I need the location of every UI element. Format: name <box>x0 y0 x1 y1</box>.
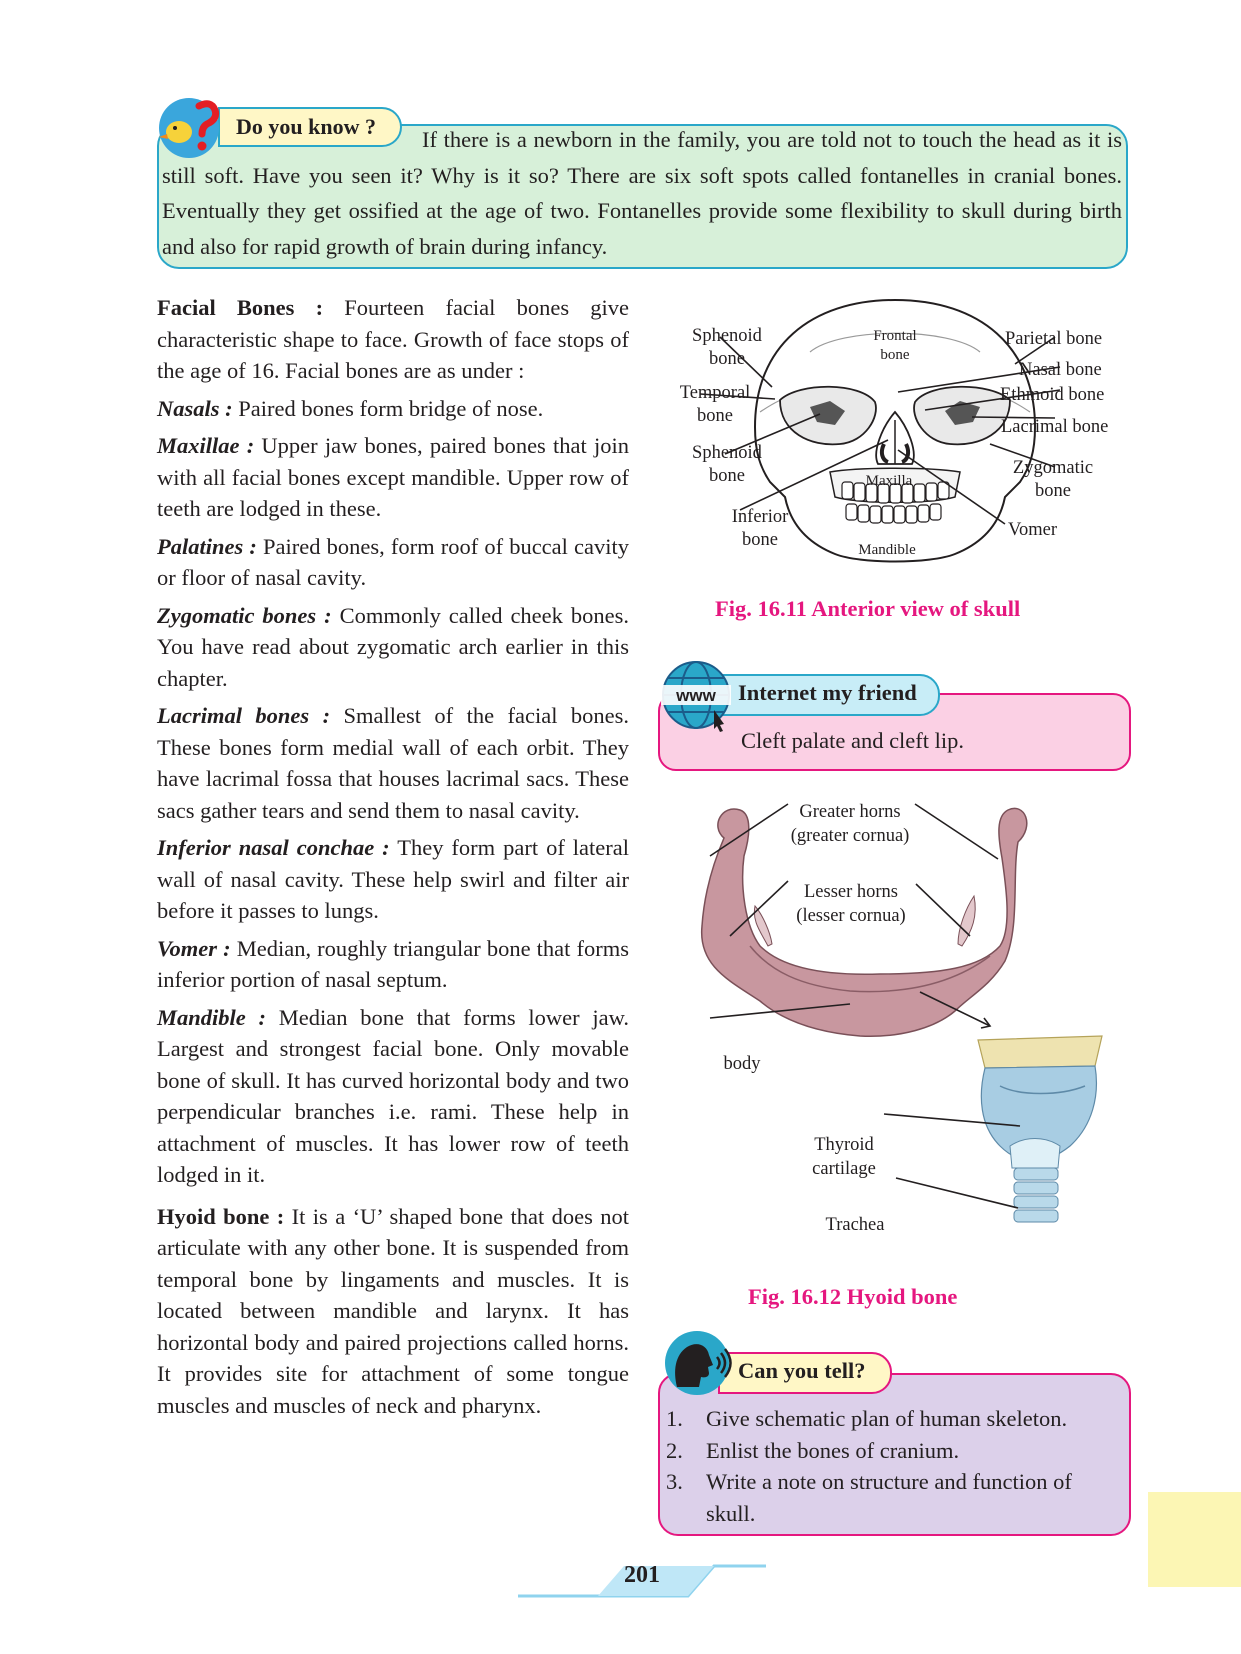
label-sphenoid-low-2: bone <box>709 466 745 486</box>
label-mandible: Mandible <box>858 542 916 558</box>
para-palatines: Palatines : Paired bones, form roof of buccal cavity or floor of nasal cavity. <box>157 533 629 590</box>
can-you-tell-label: Can you tell? <box>738 1358 866 1383</box>
label-sphenoid-low-1: Sphenoid <box>692 443 762 463</box>
do-you-know-label: Do you know ? <box>236 114 376 139</box>
label-lesser-horns-2: (lesser cornua) <box>796 906 906 926</box>
label-inferior-1: Inferior <box>731 507 789 527</box>
list-item: 1. Give schematic plan of human skeleton. <box>666 1406 1068 1431</box>
list-item: 3. Write a note on structure and function of skull. <box>666 1469 1072 1526</box>
label-greater-horns-2: (greater cornua) <box>790 826 910 846</box>
figure-caption-hyoid: Fig. 16.12 Hyoid bone <box>748 1284 958 1309</box>
globe-icon <box>659 658 733 732</box>
para-lacrimal: Lacrimal bones : Smallest of the facial bones. These bones form medial wall of each orbit. They have lacrimal fossa that houses lacrimal sacs. These sacs gather tears and send them to nasal cavity. <box>157 703 629 823</box>
label-nasal: Nasal bone <box>1019 360 1102 380</box>
list-item: 2. Enlist the bones of cranium. <box>666 1437 960 1463</box>
speaking-head-icon <box>663 1327 735 1399</box>
left-column <box>157 292 629 1427</box>
figure-caption-skull: Fig. 16.11 Anterior view of skull <box>715 596 1021 621</box>
para-facial-bones: Facial Bones : Fourteen facial bones give characteristic shape to face. Growth of face stops of the age of 16. Facial bones are as under : <box>157 295 629 383</box>
larynx <box>978 1036 1102 1222</box>
label-lacrimal: Lacrimal bone <box>1001 417 1109 437</box>
do-you-know-text: If there is a newborn in the family, you are told not to touch the head as it is still soft. Have you seen it? Why is it so? There are six soft spots called fontanelles in cranial bones. Eventually they get ossified at the age of two. Fontanelles provide some flexibility to skull during birth and also for rapid growth of brain during infancy. <box>162 127 1122 259</box>
para-mandible: Mandible : Median bone that forms lower jaw. Largest and strongest facial bone. Only movable bone of skull. It has curved horizontal body and two perpendicular branches i.e. rami. These help in attachment of muscles. It has lower row of teeth lodged in it. <box>157 1004 629 1187</box>
label-vomer: Vomer <box>1008 520 1057 540</box>
skull-figure <box>660 292 1130 582</box>
label-temporal-1: Temporal <box>679 383 751 403</box>
para-nasals: Nasals : Paired bones form bridge of nose. <box>157 395 544 421</box>
svg-text:www: www <box>676 686 716 705</box>
label-inferior-2: bone <box>742 530 778 550</box>
label-frontal-1: Frontal <box>873 328 917 344</box>
label-thyroid-1: Thyroid <box>814 1135 874 1155</box>
label-greater-horns-1: Greater horns <box>799 802 901 822</box>
label-trachea: Trachea <box>825 1215 885 1235</box>
label-thyroid-2: cartilage <box>812 1159 876 1179</box>
label-zygomatic-2: bone <box>1035 481 1071 501</box>
internet-label: Internet my friend <box>738 680 917 705</box>
label-sphenoid-top-1: Sphenoid <box>692 326 762 346</box>
label-temporal-2: bone <box>697 406 733 426</box>
label-maxilla: Maxilla <box>865 473 913 489</box>
label-body: body <box>723 1054 761 1074</box>
hyoid-figure <box>700 796 1140 1276</box>
para-hyoid: Hyoid bone : It is a ‘U’ shaped bone that does not articulate with any other bone. It is suspended from temporal bone by lingaments and muscles. It is located between mandible and larynx. It has horizontal body and paired projections called horns. It provides site for attachment of some tongue muscles and muscles of neck and pharynx. <box>157 1203 629 1418</box>
label-sphenoid-top-2: bone <box>709 349 745 369</box>
label-parietal: Parietal bone <box>1005 329 1103 349</box>
para-inferior-nasal: Inferior nasal conchae : They form part of lateral wall of nasal cavity. These help swirl and filter air before it passes to lungs. <box>157 835 629 923</box>
page-number: 201 <box>624 1562 660 1588</box>
label-lesser-horns-1: Lesser horns <box>803 882 899 902</box>
can-you-tell-list <box>666 1403 1126 1529</box>
label-zygomatic-1: Zygomatic <box>1012 458 1094 478</box>
para-vomer: Vomer : Median, roughly triangular bone that forms inferior portion of nasal septum. <box>157 935 630 992</box>
para-zygomatic: Zygomatic bones : Commonly called cheek bones. You have read about zygomatic arch earlier in this chapter. <box>157 602 629 691</box>
label-ethmoid: Ethmoid bone <box>1000 385 1105 405</box>
label-frontal-2: bone <box>880 347 910 363</box>
side-tab <box>1148 1492 1241 1587</box>
para-maxillae: Maxillae : Upper jaw bones, paired bones that join with all facial bones except mandible. Upper row of teeth are lodged in these. <box>157 433 629 521</box>
internet-text: Cleft palate and cleft lip. <box>741 728 965 753</box>
